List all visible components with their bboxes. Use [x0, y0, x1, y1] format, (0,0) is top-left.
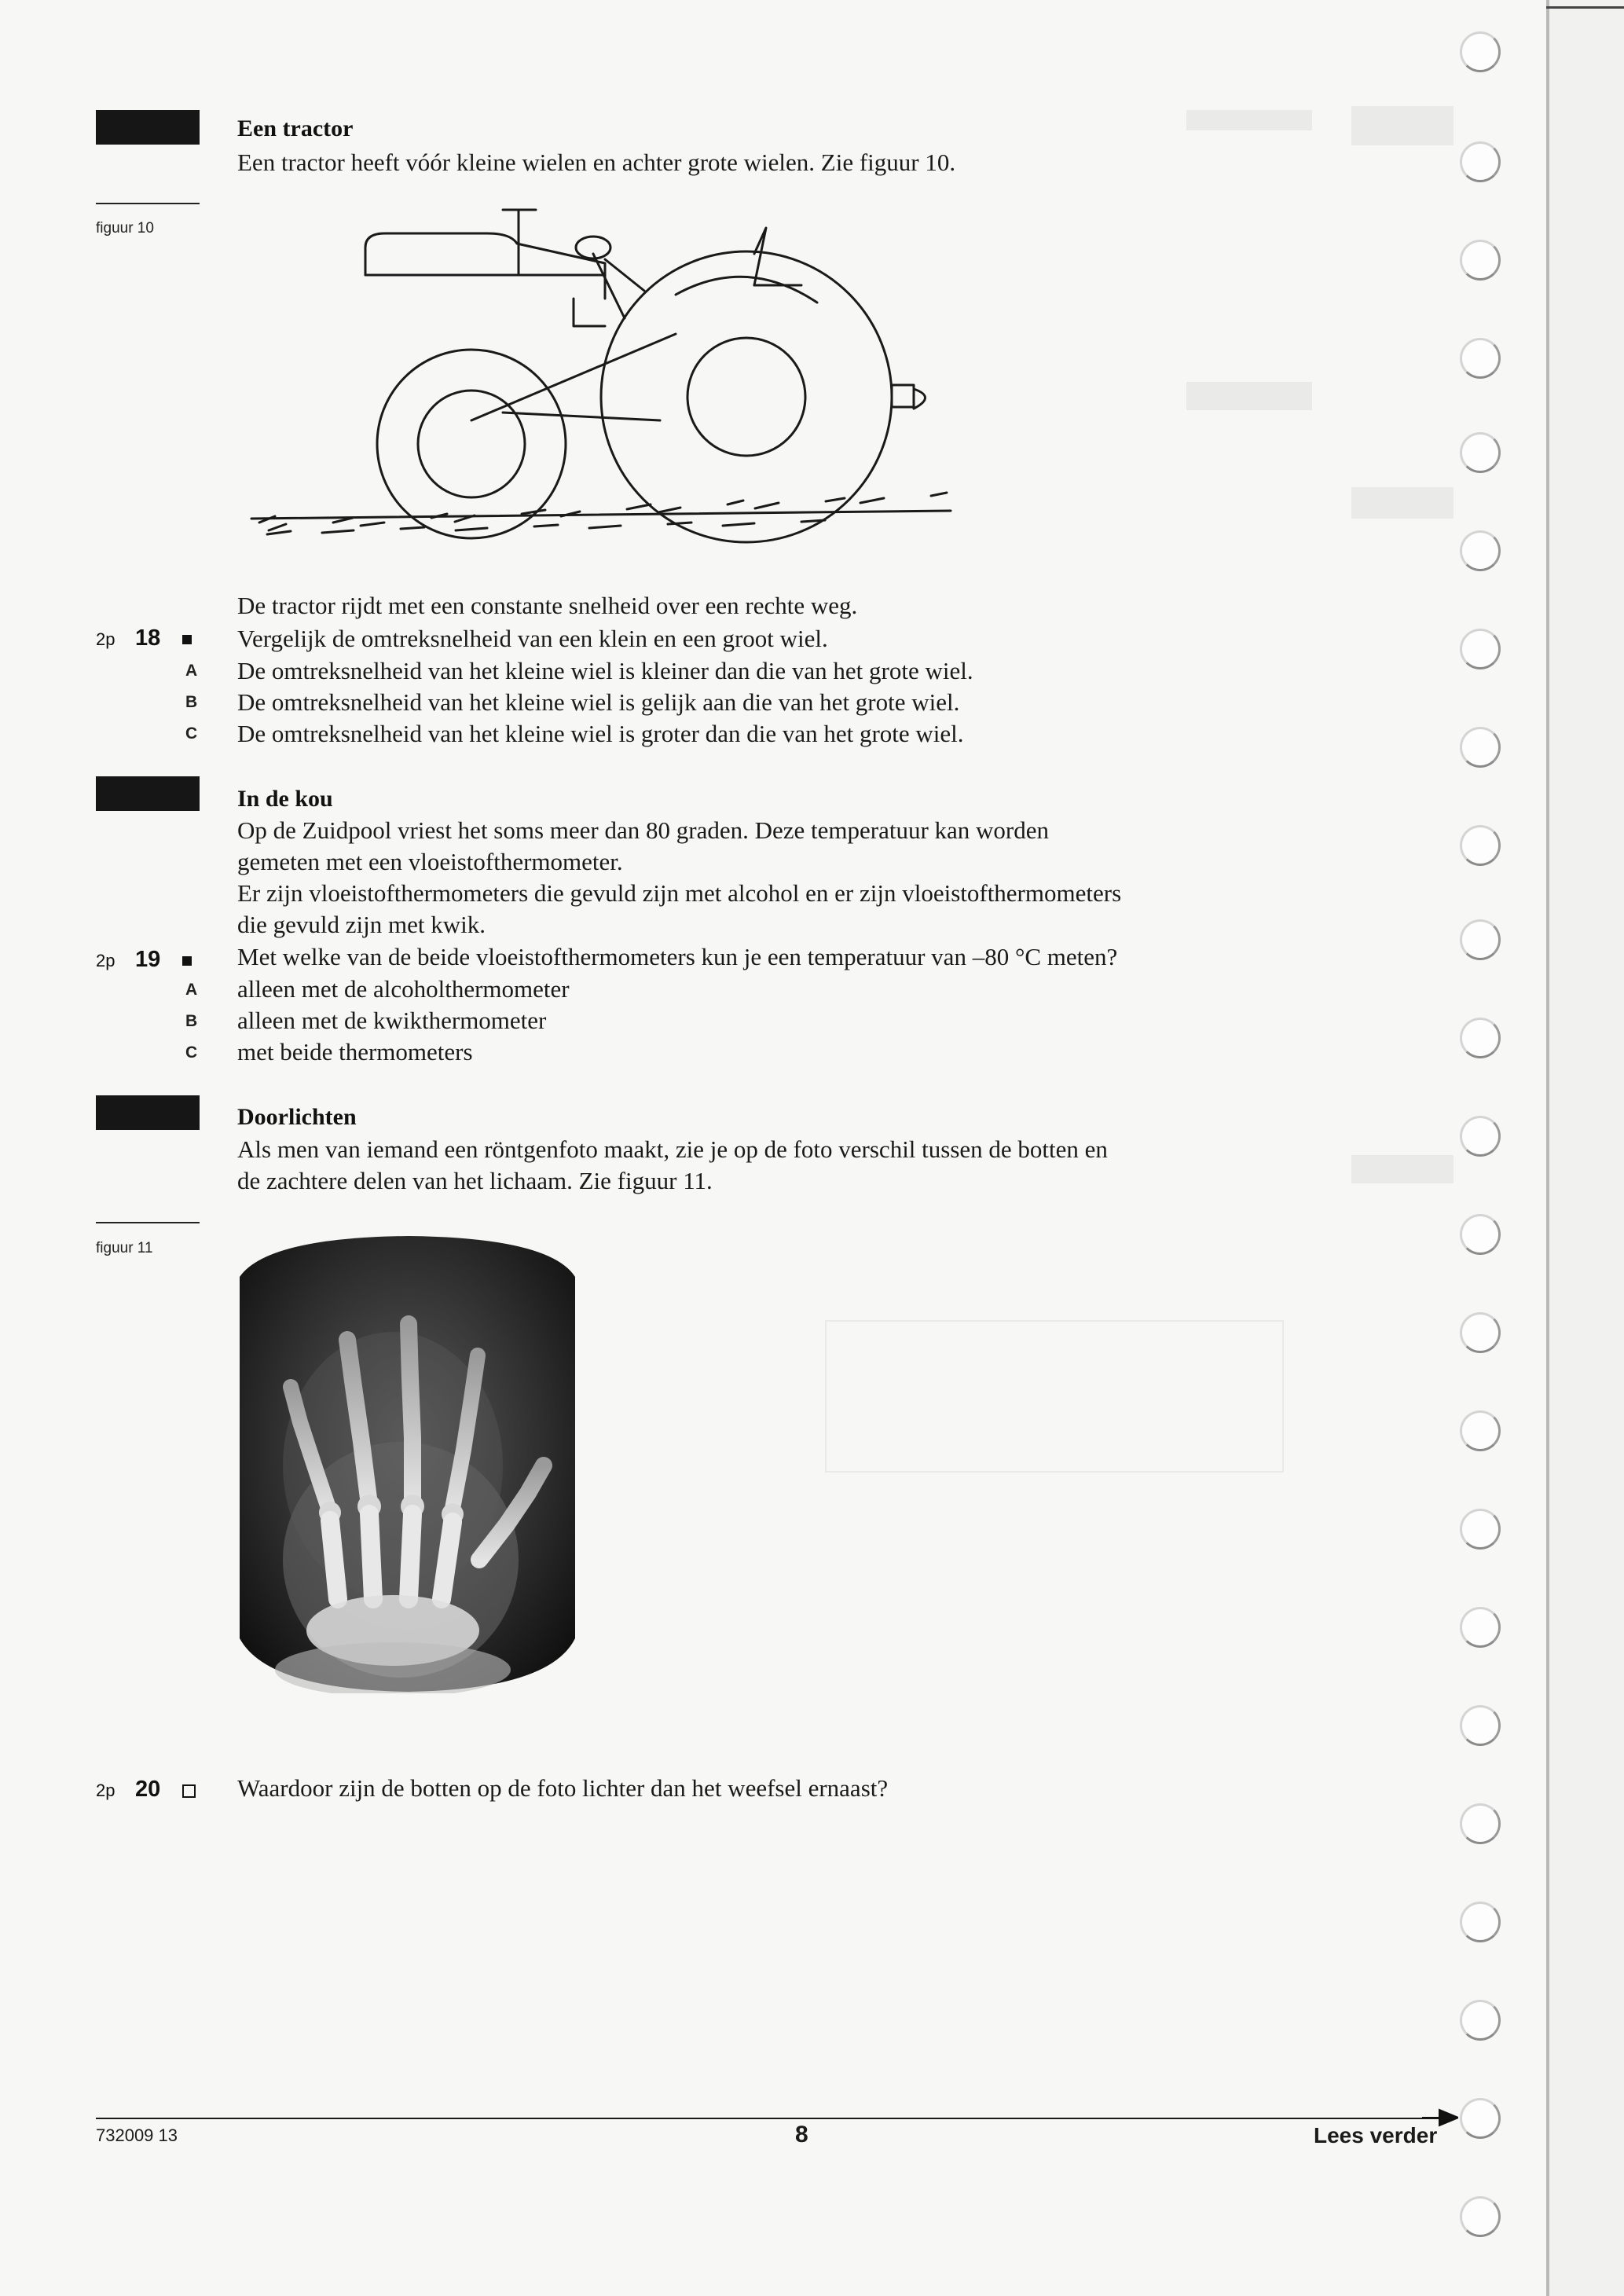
binder-hole: [1460, 825, 1501, 866]
binder-hole: [1460, 1803, 1501, 1844]
binder-hole: [1460, 1509, 1501, 1550]
binder-hole: [1460, 1116, 1501, 1157]
tractor-lead-text: De tractor rijdt met een constante snelheid over een rechte weg.: [237, 592, 858, 619]
binder-hole: [1460, 2098, 1501, 2139]
kou-text-line: Er zijn vloeistofthermometers die gevuld zijn met alcohol en er zijn vloeistofthermometers: [237, 879, 1122, 907]
option-text: alleen met de alcoholthermometer: [237, 975, 570, 1003]
option-text: De omtreksnelheid van het kleine wiel is gelijk aan die van het grote wiel.: [237, 688, 960, 716]
binder-hole: [1460, 240, 1501, 281]
figure-rule: [96, 203, 200, 204]
read-on-link: Lees verder: [1314, 2123, 1438, 2147]
binder-hole: [1460, 2000, 1501, 2041]
binder-hole: [1460, 31, 1501, 72]
question-19-text: Met welke van de beide vloeistofthermometers kun je een temperatuur van –80 °C meten?: [237, 943, 1118, 970]
question-number-20: [96, 1779, 200, 1802]
kou-text-line: die gevuld zijn met kwik.: [237, 911, 486, 938]
option-text: alleen met de kwikthermometer: [237, 1007, 547, 1034]
binder-hole: [1460, 629, 1501, 669]
page-edge: [1546, 0, 1549, 2296]
section-marker: [96, 776, 200, 811]
kou-text-line: Op de Zuidpool vriest het soms meer dan 80 graden. Deze temperatuur kan worden: [237, 816, 1050, 844]
points-label: 2p: [96, 629, 115, 649]
section-title-kou: In de kou: [237, 786, 333, 812]
xray-hand-photo: [236, 1230, 577, 1693]
option-letter: A: [185, 662, 198, 680]
figure-label-10: figuur 10: [96, 220, 154, 237]
binder-hole: [1460, 1705, 1501, 1746]
binder-hole: [1460, 1312, 1501, 1353]
binder-hole: [1460, 1018, 1501, 1058]
question-number: 19: [135, 947, 161, 972]
question-marker-open-square: [182, 1784, 196, 1798]
exam-code: 732009 13: [96, 2125, 178, 2145]
option-letter: C: [185, 724, 198, 743]
footer-rule: [96, 2118, 1446, 2119]
binder-hole: [1460, 141, 1501, 182]
question-number: 20: [135, 1777, 161, 1802]
option-letter: B: [185, 1012, 198, 1030]
section-marker: [96, 1095, 200, 1130]
section-marker: [96, 110, 200, 145]
binder-hole: [1460, 432, 1501, 473]
points-label: 2p: [96, 951, 115, 970]
page-number: 8: [795, 2122, 808, 2147]
tractor-figure: [236, 200, 974, 546]
option-text: De omtreksnelheid van het kleine wiel is kleiner dan die van het grote wiel.: [237, 657, 973, 684]
binder-hole: [1460, 530, 1501, 571]
binder-hole: [1460, 338, 1501, 379]
option-text: De omtreksnelheid van het kleine wiel is groter dan die van het grote wiel.: [237, 720, 964, 747]
option-letter: C: [185, 1043, 198, 1062]
page-top-edge: [1546, 6, 1624, 9]
tractor-intro: Een tractor heeft vóór kleine wielen en achter grote wielen. Zie figuur 10.: [237, 149, 956, 176]
binder-holes: [1454, 31, 1516, 2263]
doorlichten-text-line: Als men van iemand een röntgenfoto maakt, zie je op de foto verschil tussen de botten en: [237, 1135, 1108, 1163]
section-title-doorlichten: Doorlichten: [237, 1104, 357, 1130]
points-label: 2p: [96, 1781, 115, 1800]
binder-hole: [1460, 1214, 1501, 1255]
question-marker-square: [182, 956, 192, 966]
option-letter: B: [185, 693, 198, 711]
show-through-text: [1186, 110, 1312, 410]
option-letter: A: [185, 981, 198, 999]
question-number: 18: [135, 625, 161, 651]
binder-hole: [1460, 2196, 1501, 2237]
question-number-19: [96, 949, 200, 972]
binder-hole: [1460, 919, 1501, 960]
question-20-text: Waardoor zijn de botten op de foto lichter dan het weefsel ernaast?: [237, 1774, 889, 1802]
kou-text-line: gemeten met een vloeistofthermometer.: [237, 848, 623, 875]
figure-rule: [96, 1222, 200, 1223]
question-marker-square: [182, 635, 192, 644]
section-title-tractor: Een tractor: [237, 116, 354, 141]
question-18-text: Vergelijk de omtreksnelheid van een klein en een groot wiel.: [237, 625, 828, 652]
binder-hole: [1460, 1607, 1501, 1648]
question-number-18: [96, 625, 200, 651]
binder-hole: [1460, 1902, 1501, 1942]
option-text: met beide thermometers: [237, 1038, 473, 1065]
binder-hole: [1460, 1410, 1501, 1451]
binder-hole: [1460, 727, 1501, 768]
figure-label-11: figuur 11: [96, 1240, 153, 1256]
doorlichten-text-line: de zachtere delen van het lichaam. Zie figuur 11.: [237, 1167, 713, 1194]
